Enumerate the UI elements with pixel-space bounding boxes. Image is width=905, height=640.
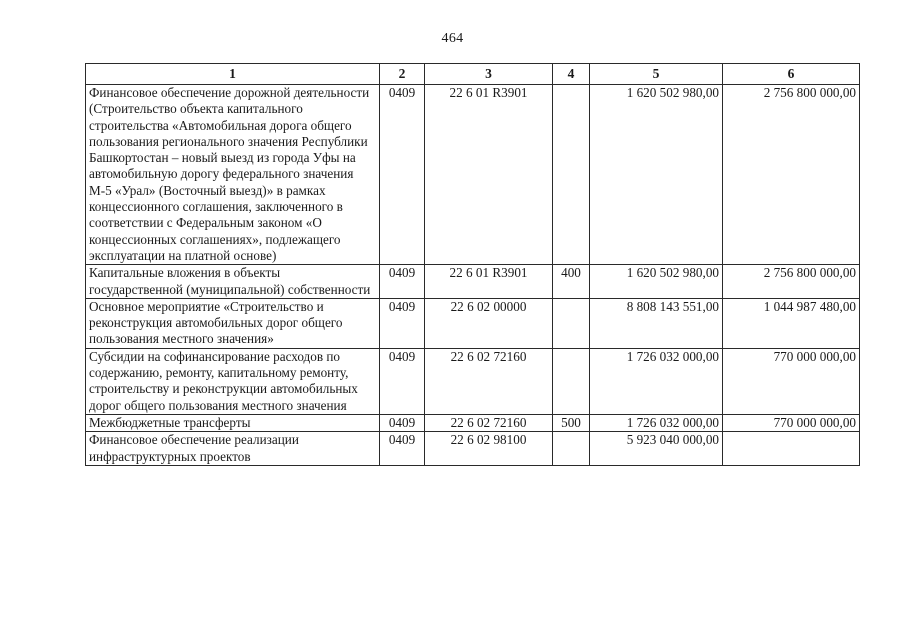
row-sum-1: 5 923 040 000,00 [590,432,723,466]
table-row [86,414,860,431]
table-header-row [86,64,860,85]
table-row [86,298,860,348]
row-target: 22 6 02 98100 [425,432,553,466]
row-expense-type [553,348,590,414]
row-name: Субсидии на софинансирование расходов по содержанию, ремонту, капитальному ремонту, строительству и реконструкции автомобильных дорог общего пользования местного значения [86,348,380,414]
row-target: 22 6 01 R3901 [425,85,553,265]
row-sum-1: 1 620 502 980,00 [590,265,723,299]
row-sum-1: 1 620 502 980,00 [590,85,723,265]
row-sum-1: 1 726 032 000,00 [590,348,723,414]
table-row [86,265,860,299]
table-row [86,432,860,466]
row-target: 22 6 01 R3901 [425,265,553,299]
row-name: Финансовое обеспечение дорожной деятельности (Строительство объекта капитального строительства «Автомобильная дорога общего пользования регионального значения Республики Башкортостан – новый выезд из города Уфы на автомобильную дорогу федерального значения М-5 «Урал» (Восточный выезд)» в рамках концессионного соглашения, заключенного в соответствии с Федеральным законом «О концессионных соглашениях», подлежащего эксплуатации на платной основе) [86,85,380,265]
row-sum-2 [723,432,860,466]
row-section: 0409 [380,298,425,348]
row-sum-2: 770 000 000,00 [723,348,860,414]
column-header-3: 3 [425,64,553,85]
row-expense-type [553,298,590,348]
row-sum-2: 2 756 800 000,00 [723,85,860,265]
row-section: 0409 [380,414,425,431]
row-section: 0409 [380,265,425,299]
row-name: Основное мероприятие «Строительство и реконструкция автомобильных дорог общего пользования местного значения» [86,298,380,348]
column-header-4: 4 [553,64,590,85]
row-target: 22 6 02 00000 [425,298,553,348]
row-expense-type: 400 [553,265,590,299]
row-name: Капитальные вложения в объекты государственной (муниципальной) собственности [86,265,380,299]
row-section: 0409 [380,432,425,466]
row-sum-2: 770 000 000,00 [723,414,860,431]
row-sum-2: 1 044 987 480,00 [723,298,860,348]
column-header-5: 5 [590,64,723,85]
row-sum-1: 1 726 032 000,00 [590,414,723,431]
table-row [86,348,860,414]
column-header-2: 2 [380,64,425,85]
column-header-6: 6 [723,64,860,85]
row-name: Межбюджетные трансферты [86,414,380,431]
row-sum-2: 2 756 800 000,00 [723,265,860,299]
row-target: 22 6 02 72160 [425,414,553,431]
table-row [86,85,860,265]
row-name: Финансовое обеспечение реализации инфраструктурных проектов [86,432,380,466]
row-expense-type [553,85,590,265]
row-target: 22 6 02 72160 [425,348,553,414]
row-expense-type: 500 [553,414,590,431]
row-section: 0409 [380,348,425,414]
row-expense-type [553,432,590,466]
column-header-1: 1 [86,64,380,85]
budget-table [85,63,860,466]
page-number: 464 [441,31,464,46]
row-section: 0409 [380,85,425,265]
row-sum-1: 8 808 143 551,00 [590,298,723,348]
